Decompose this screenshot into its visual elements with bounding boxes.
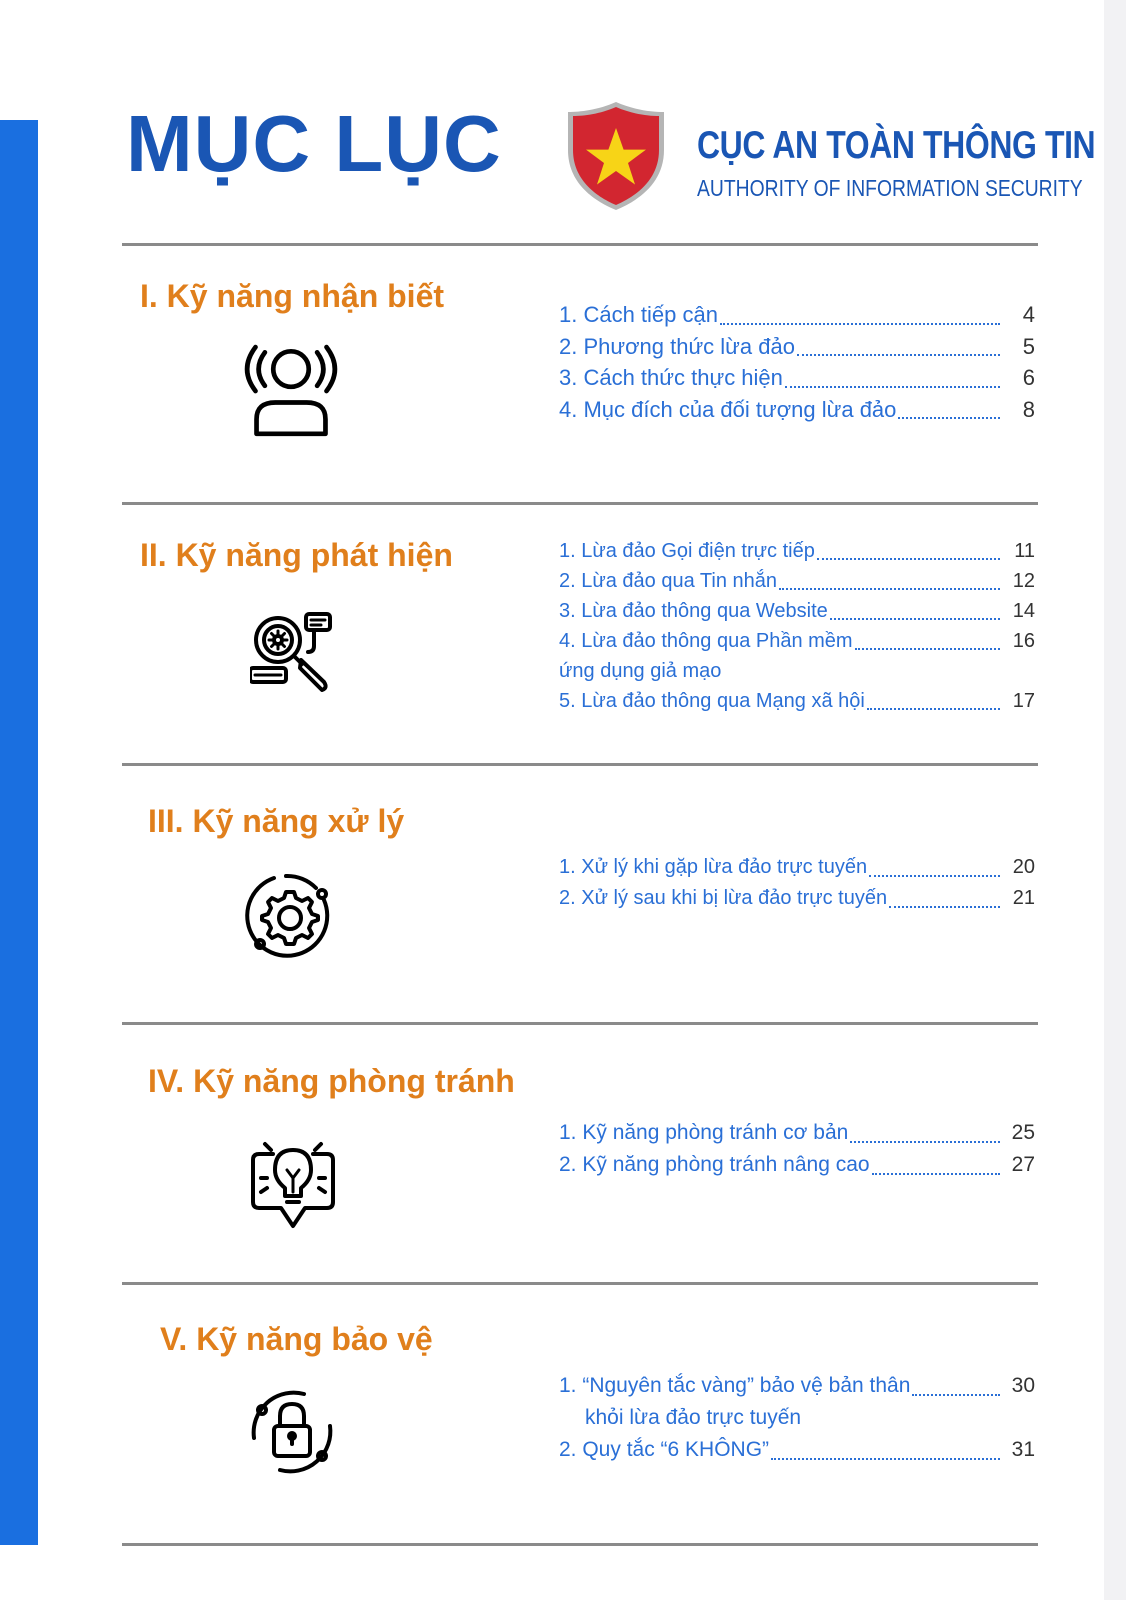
section-title: II. Kỹ năng phát hiện (140, 537, 453, 573)
divider (122, 502, 1038, 505)
agency-name: CỤC AN TOÀN THÔNG TIN (697, 124, 1096, 167)
toc-page-number: 14 (1012, 600, 1035, 622)
toc-page-number: 11 (1014, 540, 1035, 562)
page-edge-strip (1104, 0, 1126, 1600)
page-title: MỤC LỤC (126, 99, 502, 188)
toc-entry-label: 3. Cách thức thực hiện (559, 365, 783, 390)
dot-leader (830, 618, 1000, 620)
toc-page-number: 4 (1022, 302, 1035, 327)
dot-leader (779, 588, 1000, 590)
dot-leader (785, 386, 1000, 388)
toc-entry-continuation: ứng dụng giả mạo (559, 660, 722, 682)
section-title: I. Kỹ năng nhận biết (140, 278, 445, 314)
toc-entry-label: 1. “Nguyên tắc vàng” bảo vệ bản thân (559, 1374, 911, 1397)
toc-entry-label: 1. Xử lý khi gặp lừa đảo trực tuyến (559, 856, 868, 878)
toc-list-section-5 (559, 1370, 1035, 1466)
divider (122, 243, 1038, 246)
dot-leader (720, 323, 1000, 325)
gear-orbit-icon (244, 870, 336, 962)
agency-logo-text (697, 126, 1126, 200)
dot-leader (850, 1141, 1000, 1143)
toc-entry-label: 2. Quy tắc “6 KHÔNG” (559, 1438, 770, 1461)
toc-list-section-3 (559, 852, 1035, 914)
toc-entry[interactable] (559, 1370, 1035, 1402)
toc-entry-label: 3. Lừa đảo thông qua Website (559, 600, 828, 622)
dot-leader (817, 558, 1000, 560)
toc-entry-continuation: khỏi lừa đảo trực tuyến (585, 1406, 802, 1429)
magnifier-gear-icon (250, 610, 336, 696)
toc-page-number: 20 (1012, 856, 1035, 878)
side-accent-bar (0, 120, 38, 1545)
toc-entry[interactable] (559, 1149, 1035, 1181)
agency-subtitle: AUTHORITY OF INFORMATION SECURITY (697, 175, 1083, 201)
divider (122, 1543, 1038, 1546)
toc-page-number: 6 (1022, 365, 1035, 390)
person-broadcast-icon (244, 344, 338, 438)
dot-leader (869, 875, 1000, 877)
toc-entry[interactable] (559, 596, 1035, 626)
toc-page-number: 25 (1011, 1121, 1035, 1144)
toc-entry[interactable] (559, 362, 1035, 394)
toc-entry-label: 1. Kỹ năng phòng tránh cơ bản (559, 1121, 849, 1144)
toc-page-number: 8 (1022, 396, 1035, 422)
toc-entry-label: 5. Lừa đảo thông qua Mạng xã hội (559, 690, 865, 712)
lightbulb-idea-icon (251, 1140, 335, 1230)
toc-entry[interactable] (559, 686, 1035, 716)
toc-entry-label: 2. Kỹ năng phòng tránh nâng cao (559, 1153, 870, 1176)
divider (122, 763, 1038, 766)
toc-list-section-4 (559, 1117, 1035, 1181)
toc-entry-label: 2. Lừa đảo qua Tin nhắn (559, 570, 778, 592)
divider (122, 1282, 1038, 1285)
toc-page-number: 27 (1011, 1153, 1035, 1176)
toc-page-number: 30 (1011, 1374, 1035, 1397)
dot-leader (797, 354, 1000, 356)
section-title: V. Kỹ năng bảo vệ (160, 1321, 433, 1357)
toc-list-section-1 (559, 299, 1035, 425)
toc-entry-label: 1. Lừa đảo Gọi điện trực tiếp (559, 540, 815, 562)
padlock-orbit-icon (246, 1386, 338, 1478)
dot-leader (898, 417, 1000, 419)
dot-leader (872, 1173, 1000, 1175)
toc-entry[interactable] (559, 1117, 1035, 1149)
section-title: III. Kỹ năng xử lý (148, 803, 405, 839)
toc-list-section-2 (559, 536, 1035, 716)
toc-entry[interactable] (559, 883, 1035, 914)
toc-entry[interactable] (559, 626, 1035, 656)
toc-entry[interactable] (559, 566, 1035, 596)
toc-entry-label: 2. Phương thức lừa đảo (559, 333, 795, 359)
toc-entry[interactable] (559, 394, 1035, 426)
dot-leader (855, 648, 1000, 650)
toc-entry[interactable] (559, 852, 1035, 883)
toc-page-number: 21 (1012, 887, 1035, 909)
divider (122, 1022, 1038, 1025)
dot-leader (867, 708, 1000, 710)
toc-entry[interactable] (559, 1434, 1035, 1466)
section-title: IV. Kỹ năng phòng tránh (148, 1063, 515, 1099)
toc-entry[interactable] (559, 299, 1035, 331)
toc-page-number: 17 (1012, 690, 1035, 712)
toc-page-number: 5 (1022, 333, 1035, 359)
toc-entry-label: 1. Cách tiếp cận (559, 302, 718, 327)
dot-leader (771, 1458, 1000, 1460)
toc-entry-label: 2. Xử lý sau khi bị lừa đảo trực tuyến (559, 887, 888, 909)
toc-entry-label: 4. Lừa đảo thông qua Phần mềm (559, 630, 853, 652)
toc-page-number: 31 (1011, 1438, 1035, 1461)
shield-star-emblem-icon (566, 100, 666, 212)
toc-entry-label: 4. Mục đích của đối tượng lừa đảo (559, 396, 897, 422)
toc-page-number: 12 (1012, 570, 1035, 592)
dot-leader (912, 1394, 1000, 1396)
dot-leader (889, 906, 1000, 908)
toc-page-number: 16 (1012, 630, 1035, 652)
toc-entry[interactable] (559, 331, 1035, 363)
toc-entry[interactable] (559, 536, 1035, 566)
